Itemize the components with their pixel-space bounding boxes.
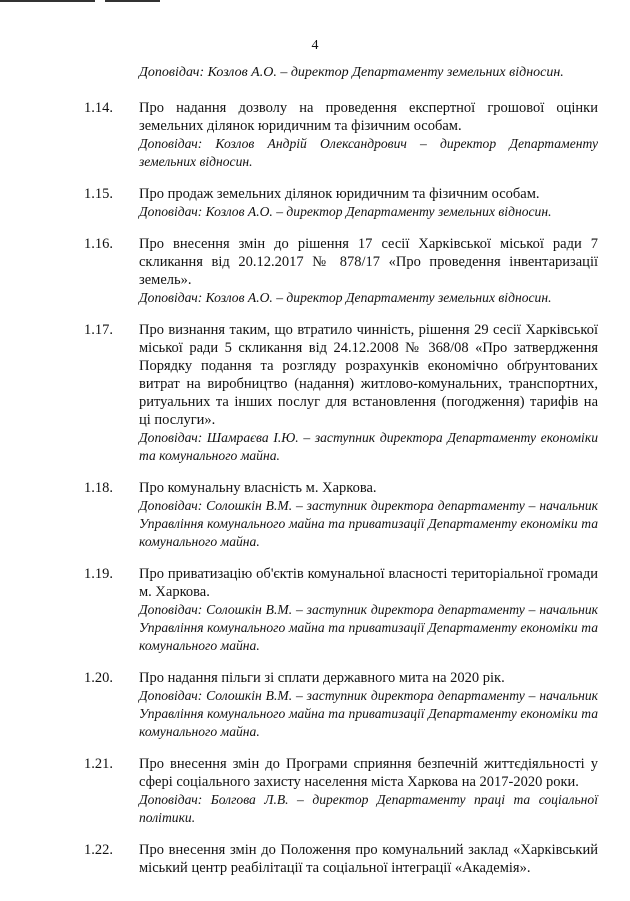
agenda-item xyxy=(0,841,598,877)
agenda-item-number: 1.15. xyxy=(84,186,113,202)
agenda-item-speaker: Доповідач: Солошкін В.М. – заступник директора департаменту – начальник Управління комунального майна та приватизації Департаменту економіки та комунального майна. xyxy=(139,688,598,739)
agenda-item-title: Про визнання таким, що втратило чинність, рішення 29 сесії Харківської міської ради 5 скликання від 24.12.2008 № 368/08 «Про затвердження Порядку подання та розгляду розрахунків економічно обґрунтованих витрат на виробництво (надання) житлово-комунальних, транспортних, ритуальних та інших послуг для встановлення (погодження) тарифів на ці послуги». xyxy=(139,322,598,428)
agenda-item-speaker: Доповідач: Козлов Андрій Олександрович – директор Департаменту земельних відносин. xyxy=(139,136,598,169)
agenda-item-speaker: Доповідач: Шамраєва І.Ю. – заступник директора Департаменту економіки та комунального майна. xyxy=(139,430,598,463)
agenda-item-speaker: Доповідач: Солошкін В.М. – заступник директора департаменту – начальник Управління комунального майна та приватизації Департаменту економіки та комунального майна. xyxy=(139,498,598,549)
agenda-item xyxy=(0,235,598,307)
agenda-item-number: 1.18. xyxy=(84,480,113,496)
agenda-item xyxy=(0,755,598,827)
agenda-item-title: Про внесення змін до Програми сприяння безпечній життєдіяльності у сфері соціального захисту населення міста Харкова на 2017-2020 роки. xyxy=(139,756,598,790)
agenda-item-number: 1.16. xyxy=(84,236,113,252)
scan-edge-mark-right xyxy=(105,0,160,2)
agenda-item-speaker: Доповідач: Козлов А.О. – директор Департаменту земельних відносин. xyxy=(139,290,552,305)
agenda-item-title: Про комунальну власність м. Харкова. xyxy=(139,480,377,496)
agenda-item-number: 1.20. xyxy=(84,670,113,686)
agenda-item xyxy=(0,185,598,221)
document-body xyxy=(0,64,630,877)
page-number: 4 xyxy=(311,38,319,53)
agenda-item xyxy=(0,565,598,655)
agenda-item-number: 1.21. xyxy=(84,756,113,772)
agenda-item xyxy=(0,321,598,465)
agenda-item-title: Про внесення змін до рішення 17 сесії Харківської міської ради 7 скликання від 20.12.2017 № 878/17 «Про проведення інвентаризації земель». xyxy=(139,236,598,288)
agenda-item-number: 1.17. xyxy=(84,322,113,338)
agenda-item-number: 1.14. xyxy=(84,100,113,116)
agenda-item-speaker: Доповідач: Козлов А.О. – директор Департаменту земельних відносин. xyxy=(139,204,552,219)
agenda-item-title: Про внесення змін до Положення про комунальний заклад «Харківський міський центр реабілітації та соціальної інтеграції «Академія». xyxy=(139,842,598,876)
agenda-item xyxy=(0,99,598,171)
continued-speaker-line: Доповідач: Козлов А.О. – директор Департаменту земельних відносин. xyxy=(139,65,564,80)
agenda-item-title: Про продаж земельних ділянок юридичним та фізичним особам. xyxy=(139,186,540,202)
agenda-item-speaker: Доповідач: Солошкін В.М. – заступник директора департаменту – начальник Управління комунального майна та приватизації Департаменту економіки та комунального майна. xyxy=(139,602,598,653)
agenda-item-title: Про надання дозволу на проведення експертної грошової оцінки земельних ділянок юридичним та фізичним особам. xyxy=(139,100,598,134)
scan-edge-mark-left xyxy=(0,0,95,2)
agenda-item-speaker: Доповідач: Болгова Л.В. – директор Департаменту праці та соціальної політики. xyxy=(139,792,598,825)
agenda-item xyxy=(0,479,598,551)
agenda-item xyxy=(0,669,598,741)
agenda-item-title: Про надання пільги зі сплати державного мита на 2020 рік. xyxy=(139,670,505,686)
agenda-item-number: 1.22. xyxy=(84,842,113,858)
agenda-item-title: Про приватизацію об'єктів комунальної власності територіальної громади м. Харкова. xyxy=(139,566,598,600)
agenda-item-number: 1.19. xyxy=(84,566,113,582)
